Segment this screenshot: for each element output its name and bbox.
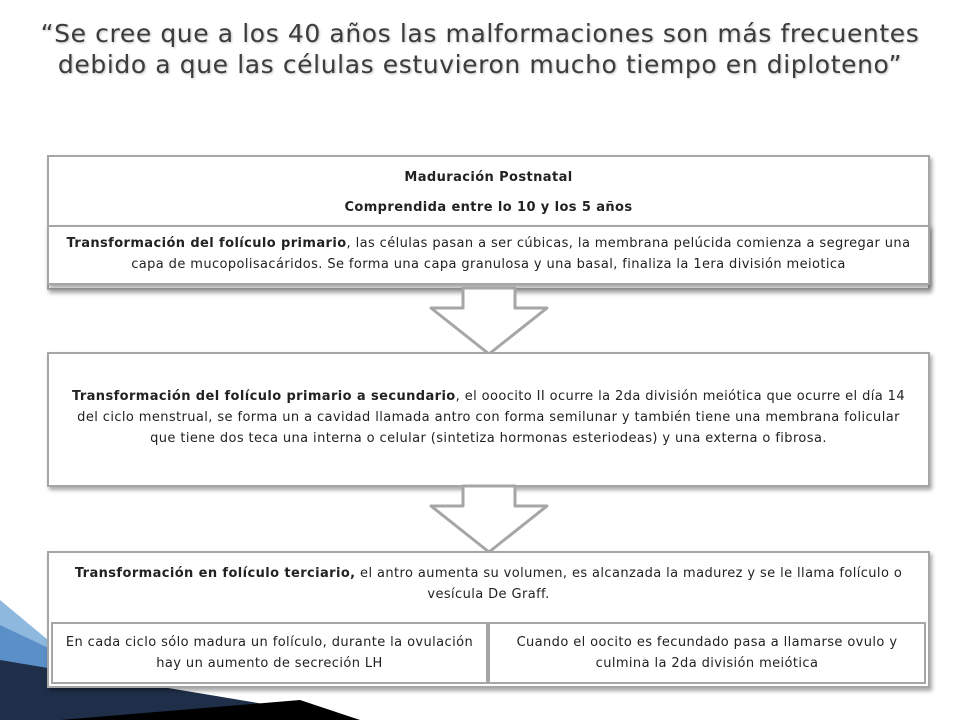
stage3-right-note: Cuando el oocito es fecundado pasa a llamarse ovulo y culmina la 2da división meiótica <box>488 622 926 684</box>
stage2-box <box>47 352 930 487</box>
down-arrow-icon <box>415 286 565 358</box>
slide-title: “Se cree que a los 40 años las malformaciones son más frecuentes debido a que las células estuvieron mucho tiempo en diploteno” <box>40 19 920 79</box>
stage2-bold: Transformación del folículo primario a secundario <box>71 389 456 404</box>
stage3-description <box>49 563 928 605</box>
stage1-description <box>47 225 930 285</box>
stage1-subheading: Comprendida entre lo 10 y los 5 años <box>344 200 633 215</box>
down-arrow-icon <box>415 484 565 556</box>
stage1-heading: Maduración Postnatal <box>404 170 573 185</box>
stage1-bold: Transformación del folículo primario <box>66 236 347 251</box>
stage3-bold: Transformación en folículo terciario, <box>74 566 356 581</box>
stage3-left-note: En cada ciclo sólo madura un folículo, durante la ovulación hay un aumento de secreción LH <box>51 622 488 684</box>
stage2-text: , el ooocito II ocurre la 2da división meiótica que ocurre el día 14 del ciclo menstrual, se forma un a cavidad llamada antro con forma semilunar y también tiene una membrana folicular que tiene dos teca una interna o celular (sintetiza hormonas esteriodeas) y una externa o fibrosa. <box>77 389 906 446</box>
stage3-text: el antro aumenta su volumen, es alcanzada la madurez y se le llama folículo o vesícula De Graff. <box>355 566 903 602</box>
stage1-text: , las células pasan a ser cúbicas, la membrana pelúcida comienza a segregar una capa de mucopolisacáridos. Se forma una capa granulosa y una basal, finaliza la 1era división meiotica <box>131 236 911 272</box>
